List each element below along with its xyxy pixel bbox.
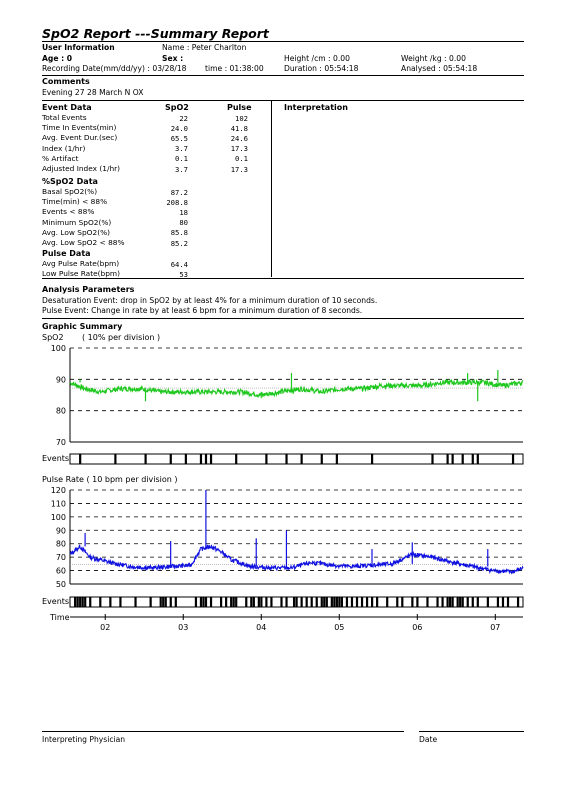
pulse-event-mark <box>497 597 499 607</box>
event-row-pulse: 24.6 <box>230 133 248 143</box>
col-pulse-header: Pulse <box>227 103 252 112</box>
weight: Weight /kg : 0.00 <box>401 54 466 63</box>
spo2-y-tick-label: 70 <box>55 438 66 447</box>
pulse-event-mark <box>245 597 247 607</box>
pulse-event-mark <box>361 597 363 607</box>
spo2-row-label: Time(min) < 88% <box>42 197 108 207</box>
spo2-row-label: Events < 88% <box>42 207 95 217</box>
interpretation-label: Interpretation <box>284 103 348 112</box>
col-spo2-header: SpO2 <box>165 103 189 112</box>
pulse-event-mark <box>306 597 308 607</box>
analysis-desaturation: Desaturation Event: drop in SpO2 by at least 4% for a minimum duration of 10 seconds. <box>42 296 378 305</box>
spo2-series-line <box>70 380 523 397</box>
spo2-event-mark <box>321 454 323 464</box>
date-signature-line <box>419 731 524 732</box>
pulse-event-mark <box>356 597 358 607</box>
spo2-event-mark <box>462 454 464 464</box>
pulse-y-tick-label: 80 <box>55 539 66 549</box>
spo2-event-mark <box>200 454 202 464</box>
spo2-event-mark <box>431 454 433 464</box>
recording-time: time : 01:38:00 <box>205 64 264 73</box>
pulse-event-mark <box>270 597 272 607</box>
spo2-division-label: ( 10% per division ) <box>82 333 161 342</box>
event-row-spo2: 22 <box>179 113 188 123</box>
date-label: Date <box>419 735 438 744</box>
spo2-row-label: Minimum SpO2(%) <box>42 217 112 227</box>
graphic-summary-label: Graphic Summary <box>42 322 123 331</box>
pulse-event-mark <box>452 597 454 607</box>
pulse-event-mark <box>416 597 418 607</box>
pulse-event-mark <box>205 597 207 607</box>
pulse-event-mark <box>301 597 303 607</box>
pulse-event-mark <box>366 597 368 607</box>
spo2-event-mark <box>235 454 237 464</box>
event-row-spo2: 24.0 <box>170 123 188 133</box>
pulse-event-mark <box>336 597 338 607</box>
physician-label: Interpreting Physician <box>42 735 126 744</box>
pulse-event-mark <box>79 597 81 607</box>
pulse-event-mark <box>517 597 519 607</box>
pulse-chart-label: Pulse Rate ( 10 bpm per division ) <box>42 475 178 484</box>
event-row-spo2: 0.1 <box>175 154 188 164</box>
pulse-event-mark <box>401 597 403 607</box>
time-tick-label: 05 <box>334 623 345 632</box>
event-row-label: Total Events <box>42 113 87 122</box>
pulse-event-mark <box>426 597 428 607</box>
pulse-event-mark <box>99 597 101 607</box>
pulse-y-tick-label: 60 <box>55 566 66 576</box>
pulse-event-mark <box>396 597 398 607</box>
spo2-event-mark <box>447 454 449 464</box>
pulse-event-mark <box>311 597 313 607</box>
spo2-event-mark <box>512 454 514 464</box>
pulse-event-mark <box>220 597 222 607</box>
pulse-event-mark <box>338 597 340 607</box>
pulse-event-mark <box>195 597 197 607</box>
pulse-row-value: 64.4 <box>170 259 188 269</box>
spo2-event-mark <box>452 454 454 464</box>
pulse-event-mark <box>477 597 479 607</box>
time-axis-label: Time <box>50 613 70 622</box>
pulse-event-mark <box>160 597 162 607</box>
pulse-event-mark <box>436 597 438 607</box>
event-row-spo2: 3.7 <box>175 144 188 154</box>
pulse-event-mark <box>441 597 443 607</box>
pulse-event-mark <box>202 597 204 607</box>
pulse-event-mark <box>74 597 76 607</box>
pulse-event-mark <box>84 597 86 607</box>
comments-text: Evening 27 28 March N OX <box>42 88 144 97</box>
spo2-row-value: 80 <box>179 218 188 228</box>
height: Height /cm : 0.00 <box>284 54 350 63</box>
pulse-event-mark <box>316 597 318 607</box>
event-row-label: Adjusted Index (1/hr) <box>42 164 121 173</box>
pulse-y-tick-label: 70 <box>55 553 66 563</box>
comments-label: Comments <box>42 77 90 86</box>
pulse-event-mark <box>323 597 325 607</box>
event-row-label: Avg. Event Dur.(sec) <box>42 133 118 143</box>
pulse-event-mark <box>472 597 474 607</box>
pulse-event-mark <box>210 597 212 607</box>
analysed: Analysed : 05:54:18 <box>401 64 478 73</box>
event-row-spo2: 3.7 <box>175 164 188 174</box>
spo2-event-mark <box>205 454 207 464</box>
time-tick-label: 06 <box>412 623 423 632</box>
pulse-event-mark <box>507 597 509 607</box>
spo2-row-value: 85.8 <box>170 228 188 238</box>
spo2-events-bar <box>70 454 523 464</box>
spo2-event-mark <box>170 454 172 464</box>
spo2-row-label: Avg. Low SpO2 < 88% <box>42 238 125 247</box>
spo2-row-value: 85.2 <box>170 238 188 248</box>
event-data-label: Event Data <box>42 103 92 112</box>
pulse-event-mark <box>467 597 469 607</box>
age: Age : 0 <box>42 54 73 63</box>
pulse-event-mark <box>77 597 79 607</box>
spo2-event-mark <box>79 454 81 464</box>
recording-date: Recording Date(mm/dd/yy) : 03/28/18 <box>42 64 187 73</box>
pulse-event-mark <box>285 597 287 607</box>
spo2-event-mark <box>145 454 147 464</box>
pulse-row-label: Avg Pulse Rate(bpm) <box>42 259 120 268</box>
spo2-event-mark <box>336 454 338 464</box>
pulse-event-mark <box>333 597 335 607</box>
spo2-data-label: %SpO2 Data <box>42 177 98 186</box>
spo2-y-tick-label: 100 <box>50 344 66 353</box>
pulse-event-mark <box>487 597 489 607</box>
pulse-events-label: Events <box>42 597 70 606</box>
pulse-event-mark <box>134 597 136 607</box>
pulse-event-mark <box>265 597 267 607</box>
pulse-y-tick-label: 120 <box>50 486 66 495</box>
pulse-event-mark <box>462 597 464 607</box>
spo2-chart-label: SpO2 <box>42 333 64 342</box>
time-tick-label: 04 <box>256 623 267 632</box>
analysis-pulse-event: Pulse Event: Change in rate by at least 6 bpm for a minimum duration of 8 seconds. <box>42 306 363 315</box>
pulse-event-mark <box>293 597 295 607</box>
event-row-label: Index (1/hr) <box>42 143 86 153</box>
pulse-event-mark <box>200 597 202 607</box>
pulse-event-mark <box>82 597 84 607</box>
pulse-event-mark <box>162 597 164 607</box>
pulse-event-mark <box>459 597 461 607</box>
spo2-event-mark <box>472 454 474 464</box>
event-row-pulse: 102 <box>235 113 248 123</box>
spo2-event-mark <box>301 454 303 464</box>
event-row-pulse: 0.1 <box>235 154 248 164</box>
time-tick-label: 02 <box>100 623 111 632</box>
pulse-event-mark <box>119 597 121 607</box>
event-row-pulse: 41.8 <box>230 123 248 133</box>
pulse-y-tick-label: 110 <box>50 499 66 509</box>
pulse-event-mark <box>250 597 252 607</box>
spo2-event-mark <box>185 454 187 464</box>
spo2-row-label: Basal SpO2(%) <box>42 187 98 196</box>
pulse-event-mark <box>376 597 378 607</box>
analysis-label: Analysis Parameters <box>42 285 135 294</box>
pulse-event-mark <box>321 597 323 607</box>
pulse-event-mark <box>351 597 353 607</box>
pulse-row-label: Low Pulse Rate(bpm) <box>42 269 121 279</box>
spo2-row-value: 208.8 <box>166 197 188 207</box>
pulse-event-mark <box>341 597 343 607</box>
pulse-event-mark <box>150 597 152 607</box>
pulse-event-mark <box>371 597 373 607</box>
spo2-y-tick-label: 80 <box>55 406 66 416</box>
pulse-event-mark <box>230 597 232 607</box>
spo2-y-tick-label: 90 <box>55 375 66 385</box>
pulse-event-mark <box>175 597 177 607</box>
spo2-row-value: 87.2 <box>170 187 188 197</box>
physician-signature-line <box>42 731 404 732</box>
pulse-event-mark <box>411 597 413 607</box>
pulse-data-label: Pulse Data <box>42 249 91 258</box>
event-row-spo2: 65.5 <box>170 133 188 143</box>
pulse-event-mark <box>296 597 298 607</box>
spo2-event-mark <box>285 454 287 464</box>
pulse-event-mark <box>447 597 449 607</box>
pulse-event-mark <box>457 597 459 607</box>
pulse-event-mark <box>225 597 227 607</box>
spo2-events-label: Events <box>42 454 70 463</box>
pulse-row-value: 53 <box>179 269 188 279</box>
pulse-event-mark <box>235 597 237 607</box>
pulse-event-mark <box>253 597 255 607</box>
pulse-y-tick-label: 90 <box>55 526 66 536</box>
spo2-event-mark <box>371 454 373 464</box>
sex: Sex : <box>162 54 184 63</box>
event-row-pulse: 17.3 <box>230 164 248 174</box>
patient-name-text: Name : Peter Charlton <box>162 43 247 52</box>
pulse-event-mark <box>89 597 91 607</box>
pulse-event-mark <box>386 597 388 607</box>
duration: Duration : 05:54:18 <box>284 64 359 73</box>
spo2-row-label: Avg. Low SpO2(%) <box>42 227 110 237</box>
pulse-event-mark <box>326 597 328 607</box>
event-row-label: % Artifact <box>42 153 79 163</box>
pulse-series-line <box>70 545 523 574</box>
event-row-pulse: 17.3 <box>230 144 248 154</box>
event-row-label: Time In Events(min) <box>42 123 117 133</box>
time-tick-label: 03 <box>178 623 189 632</box>
pulse-event-mark <box>280 597 282 607</box>
pulse-event-mark <box>346 597 348 607</box>
pulse-event-mark <box>502 597 504 607</box>
pulse-y-tick-label: 100 <box>50 512 66 522</box>
pulse-event-mark <box>331 597 333 607</box>
time-tick-label: 07 <box>490 623 501 632</box>
pulse-event-mark <box>449 597 451 607</box>
pulse-event-mark <box>109 597 111 607</box>
user-info-label: User Information <box>42 43 115 52</box>
pulse-event-mark <box>260 597 262 607</box>
spo2-event-mark <box>477 454 479 464</box>
spo2-row-value: 18 <box>179 207 188 217</box>
pulse-event-mark <box>170 597 172 607</box>
spo2-event-mark <box>265 454 267 464</box>
pulse-event-mark <box>233 597 235 607</box>
spo2-event-mark <box>114 454 116 464</box>
report-title: SpO2 Report ---Summary Report <box>42 26 269 41</box>
pulse-y-tick-label: 50 <box>55 580 66 589</box>
pulse-event-mark <box>258 597 260 607</box>
pulse-event-mark <box>165 597 167 607</box>
spo2-event-mark <box>210 454 212 464</box>
